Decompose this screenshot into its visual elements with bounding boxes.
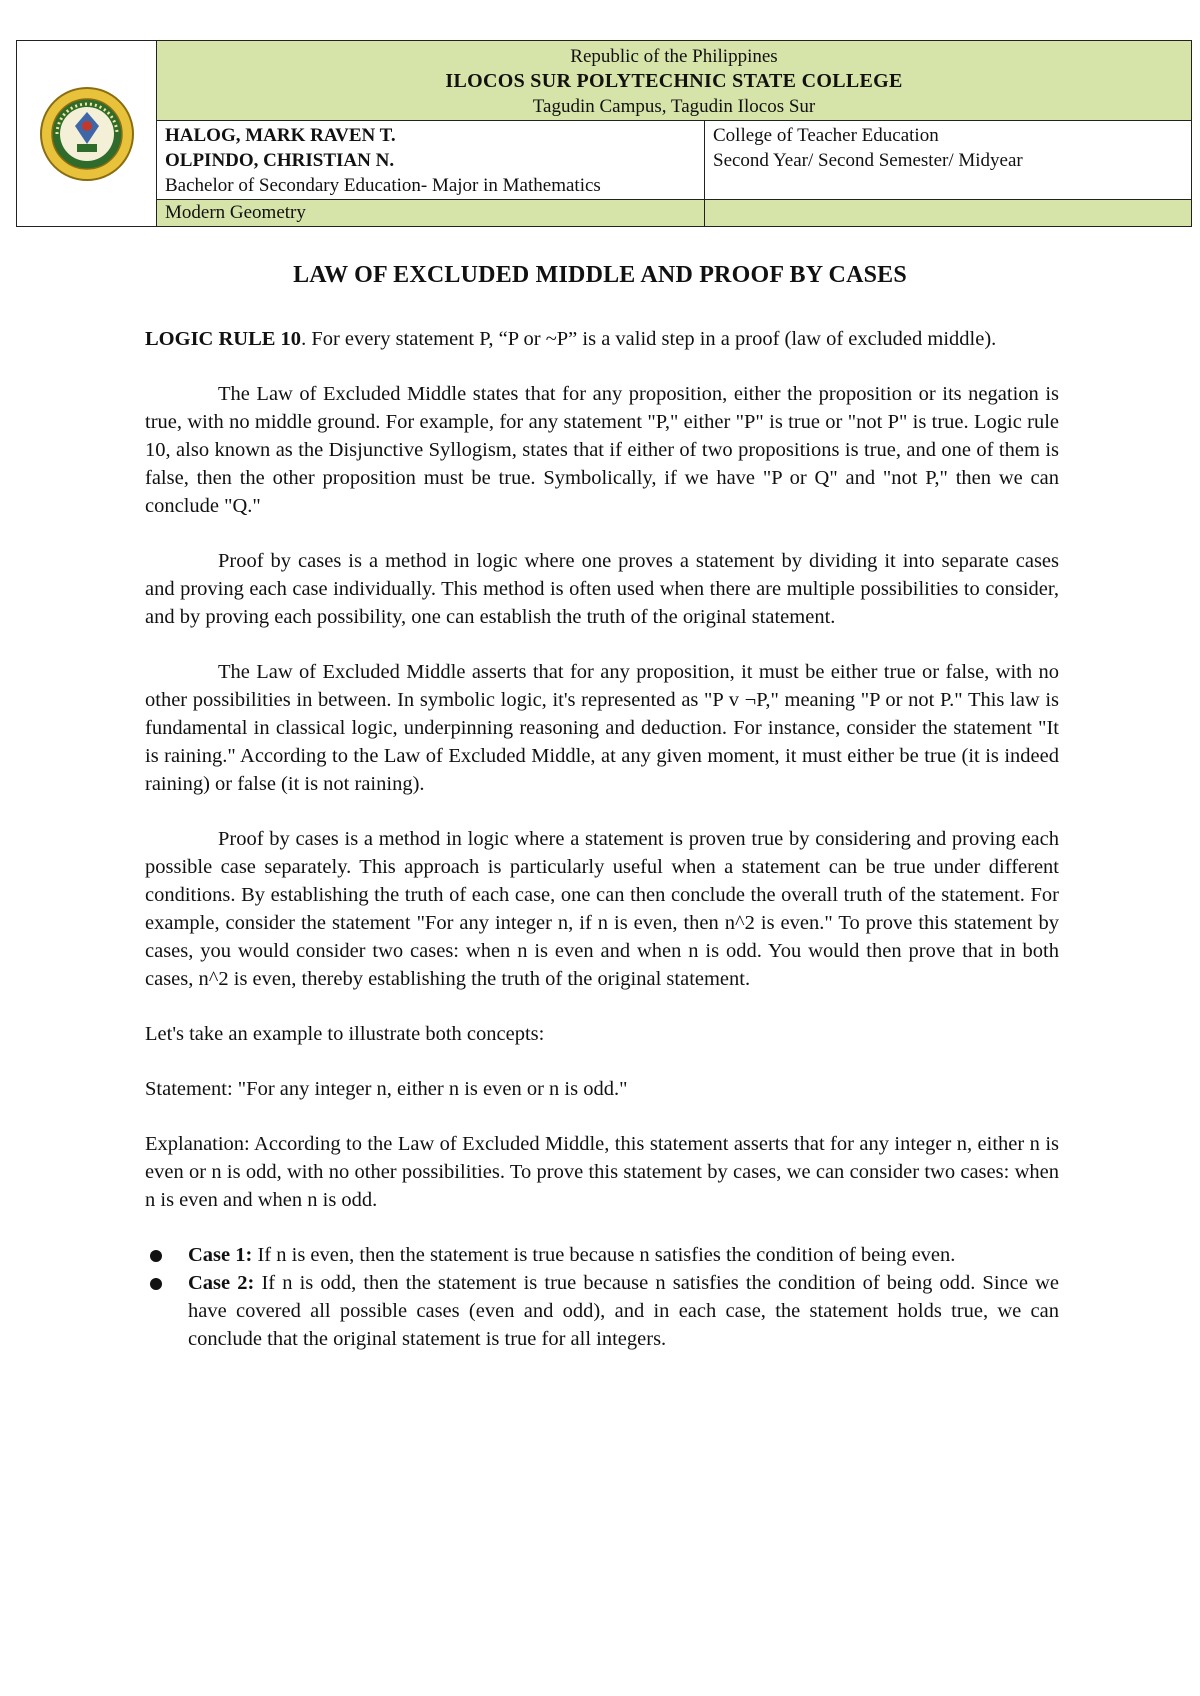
- department-line: College of Teacher Education: [713, 125, 939, 146]
- institution-block: [157, 41, 1191, 121]
- authors-block: [157, 121, 705, 200]
- logo-cell: [17, 41, 157, 226]
- bullet-icon: [150, 1250, 162, 1262]
- list-item: [145, 1241, 1059, 1269]
- example-intro: Let's take an example to illustrate both concepts:: [145, 1023, 545, 1045]
- statement: Statement: "For any integer n, either n is even or n is odd.": [145, 1078, 628, 1100]
- explanation: Explanation: According to the Law of Excluded Middle, this statement asserts that for any integer n, either n is even or n is odd, with no other possibilities. To prove this statement by cases, we can consider two cases: when n is even and when n is odd.: [145, 1133, 1059, 1211]
- paragraph: Proof by cases is a method in logic where one proves a statement by dividing it into separate cases and proving each case individually. This method is often used when there are multiple possibilities to consider, and by proving each possibility, one can establish the truth of the original statement.: [145, 550, 1059, 628]
- term-line: Second Year/ Second Semester/ Midyear: [713, 150, 1023, 171]
- college-seal-icon: [39, 86, 135, 182]
- case-text: If n is even, then the statement is true because n satisfies the condition of being even.: [252, 1244, 956, 1266]
- author-name: OLPINDO, CHRISTIAN N.: [165, 150, 395, 171]
- document-header: [16, 40, 1192, 227]
- country-line: Republic of the Philippines: [570, 46, 778, 67]
- empty-cell: [705, 200, 1191, 226]
- case-text: If n is odd, then the statement is true because n satisfies the condition of being odd. Since we have covered all possible cases (even and odd), and in each case, the statement holds true, we can conclude that the original statement is true for all integers.: [188, 1272, 1059, 1350]
- logic-rule: [145, 325, 1059, 353]
- page-title: LAW OF EXCLUDED MIDDLE AND PROOF BY CASES: [293, 262, 907, 288]
- case-list: [145, 1241, 1059, 1353]
- bullet-icon: [150, 1278, 162, 1290]
- author-name: HALOG, MARK RAVEN T.: [165, 125, 396, 146]
- rule-label: LOGIC RULE 10: [145, 328, 302, 350]
- paragraph: The Law of Excluded Middle asserts that for any proposition, it must be either true or false, with no other possibilities in between. In symbolic logic, it's represented as "P v ¬P," meaning "P or not P." This law is fundamental in classical logic, underpinning reasoning and deduction. For instance, consider the statement "It is raining." According to the Law of Excluded Middle, at any given moment, it must either be true (it is indeed raining) or false (it is not raining).: [145, 661, 1059, 795]
- paragraph: Proof by cases is a method in logic where a statement is proven true by considering and proving each possible case separately. This approach is particularly useful when a statement can be true under different conditions. By establishing the truth of each case, one can then conclude the overall truth of the statement. For example, consider the statement "For any integer n, if n is even, then n^2 is even." To prove this statement by cases, you would consider two cases: when n is even and when n is odd. You would then prove that in both cases, n^2 is even, thereby establishing the truth of the original statement.: [145, 828, 1059, 990]
- department-block: [705, 121, 1191, 200]
- program-line: Bachelor of Secondary Education- Major in Mathematics: [165, 175, 601, 196]
- case-label: Case 1:: [188, 1244, 253, 1266]
- subject-cell: Modern Geometry: [157, 200, 705, 226]
- document-body: [145, 325, 1059, 1353]
- paragraph: The Law of Excluded Middle states that for any proposition, either the proposition or its negation is true, with no middle ground. For example, for any statement "P," either "P" is true or "not P" is true. Logic rule 10, also known as the Disjunctive Syllogism, states that if either of two propositions is true, and one of them is false, then the other proposition must be true. Symbolically, if we have "P or Q" and "not P," then we can conclude "Q.": [145, 383, 1059, 517]
- case-label: Case 2:: [188, 1272, 255, 1294]
- rule-text: . For every statement P, “P or ~P” is a valid step in a proof (law of excluded middle).: [301, 328, 997, 350]
- college-name: ILOCOS SUR POLYTECHNIC STATE COLLEGE: [445, 70, 903, 92]
- list-item: [145, 1269, 1059, 1353]
- campus-line: Tagudin Campus, Tagudin Ilocos Sur: [532, 96, 816, 117]
